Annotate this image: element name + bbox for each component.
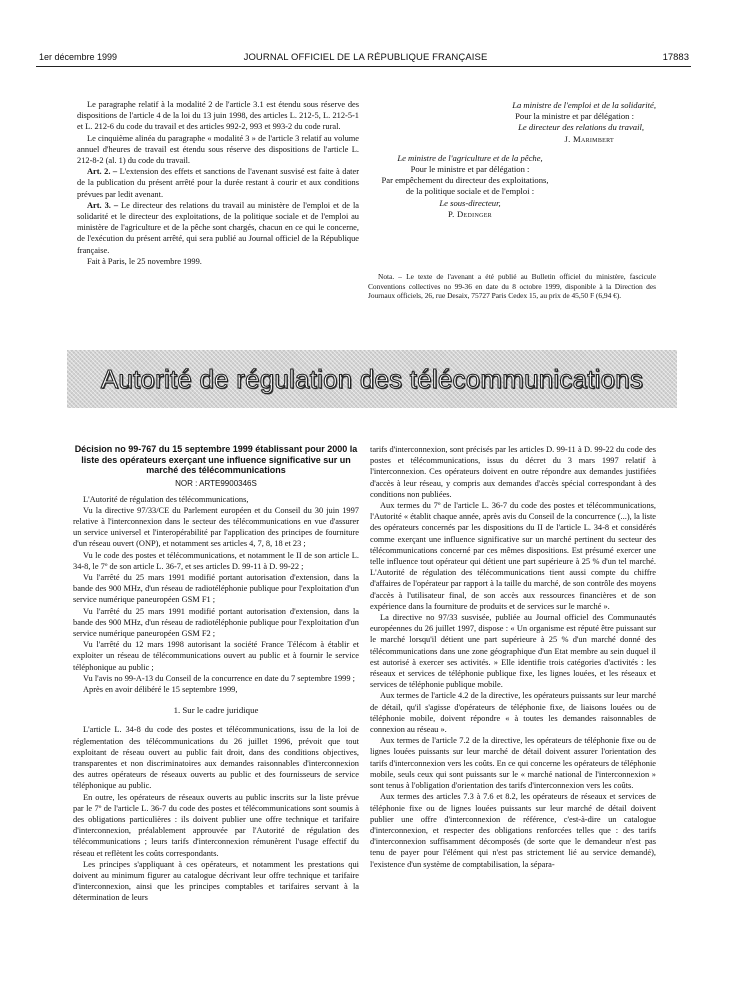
paragraph: Vu l'arrêté du 25 mars 1991 modifié portant autorisation d'extension, dans la bande des 900 MHz, d'un réseau de radiotéléphonie publique pour l'exploitation d'un service numérique paneuropéen GSM F2 ; [73, 606, 359, 638]
signatory-role: Le directeur des relations du travail, [518, 122, 644, 133]
nota-block [368, 272, 656, 301]
header-journal-title: JOURNAL OFFICIEL DE LA RÉPUBLIQUE FRANÇAISE [243, 52, 488, 63]
done-at: Fait à Paris, le 25 novembre 1999. [87, 256, 202, 266]
paragraph: Le cinquième alinéa du paragraphe « modalité 3 » de l'article 3 relatif au volume annuel d'heures de travail est étendu sous réserve des dispositions de l'article L. 212-8-2 (al. 1) du code du travail. [77, 133, 359, 166]
delegation-line: Pour la ministre et par délégation : [515, 111, 634, 122]
article-text: Le directeur des relations du travail au ministère de l'emploi et de la solidarité et le directeur des exploitations, de la politique sociale et de l'emploi au ministère de l'agriculture et de la pêche sont chargés, chacun en ce qui le concerne, de l'exécution du présent arrêté, qui sera publié au Journal officiel de la République française. [77, 200, 359, 255]
paragraph: Les principes s'appliquant à ces opérateurs, et notamment les prestations qui doivent au minimum figurer au catalogue décrivant leur offre technique et tarifaire d'interconnexion, ainsi que les principes comptables et tarifaires servant à la détermination de leurs [73, 859, 359, 903]
signatory-name: P. Dedinger [448, 208, 492, 219]
paragraph: L'Autorité de régulation des télécommunications, [83, 494, 249, 504]
lower-left-column [73, 444, 359, 904]
top-left-column [77, 99, 359, 267]
paragraph: La directive no 97/33 susvisée, publiée au Journal officiel des Communautés européennes du 26 juillet 1997, dispose : « Un organisme est réputé être puissant sur le marché lorsqu'il détient une part supérieure à 25 % d'un marché donné des télécommunications dans une zone géographique d'un Etat membre au sein duquel il est autorisé à exercer ses activités. » Elle identifie trois catégories d'activités : les réseaux et services de téléphonie publique fixe, les lignes louées, et les réseaux et services de téléphonie publique mobile. [370, 613, 656, 690]
article-label: Art. 2. – [87, 167, 118, 177]
article-label: Art. 3. – [87, 200, 119, 210]
paragraph: Vu la directive 97/33/CE du Parlement européen et du Conseil du 30 juin 1997 relative à l'interconnexion dans le secteur des télécommunications en vue d'assurer un service universel et l'interopérabilité par l'application des principes de fourniture d'un réseau ouvert (ONP), et notamment ses articles 4, 7, 8, 18 et 23 ; [73, 505, 359, 549]
banner-title: Autorité de régulation des télécommunications [100, 363, 644, 394]
paragraph: Le paragraphe relatif à la modalité 2 de l'article 3.1 est étendu sous réserve des dispositions de l'article 4 de la loi du 13 juin 1998, des articles L. 212-5, L. 212-5-1 et L. 212-6 du code du travail et des articles 992-2, 993 et 993-2 du code rural. [77, 100, 359, 132]
paragraph: Après en avoir délibéré le 15 septembre 1999, [83, 684, 238, 694]
section-heading: 1. Sur le cadre juridique [173, 705, 259, 716]
paragraph: Vu l'arrêté du 12 mars 1998 autorisant la société France Télécom à établir et exploiter un réseau de télécommunications ouvert au public et à fournir le service téléphonique au public ; [73, 640, 359, 672]
signature-block [370, 100, 656, 220]
header-rule [36, 66, 691, 67]
page-header [0, 0, 731, 63]
signature-1 [370, 100, 656, 145]
signatory-role: Le sous-directeur, [439, 197, 501, 208]
signatory-title: Le ministre de l'agriculture et de la pêche, [397, 152, 543, 163]
nor-reference: NOR : ARTE9900346S [175, 478, 257, 488]
lower-right-column [370, 444, 656, 870]
delegation-line: Pour le ministre et par délégation : [410, 164, 530, 175]
paragraph: L'article L. 34-8 du code des postes et télécommunications, issu de la loi de réglementation des télécommunications du 26 juillet 1996, prévoit que tout exploitant de réseau ouvert au public fait droit, dans des conditions objectives, transparentes et non discriminatoires aux demandes raisonnables d'interconnexion des autres opérateurs de réseaux ouverts au public et des fournisseurs de service téléphonique au public. [73, 725, 359, 791]
section-banner [67, 350, 677, 408]
article-text: L'extension des effets et sanctions de l'avenant susvisé est faite à dater de la publication du présent arrêté pour la durée restant à courir et aux conditions prévues par ledit avenant. [77, 167, 359, 199]
paragraph: Vu le code des postes et télécommunications, et notamment le II de son article L. 34-8, le 7º de son article L. 36-7, et ses articles D. 99-11 à D. 99-22 ; [73, 550, 359, 571]
signature-2 [370, 153, 570, 220]
article-2 [77, 166, 359, 200]
paragraph: Aux termes des articles 7.3 à 7.6 et 8.2, les opérateurs de réseaux et services de téléphonie fixe ou de lignes louées puissants sur leur marché de détail doivent publier une offre d'interconnexion de référence, c'est-à-dire un catalogue d'interconnexion, et respecter des obligations renforcées telles que : des tarifs d'interconnexion suffisamment décomposés (de sorte que le demandeur n'est pas tenu de payer pour l'élément qui n'est pas strictement lié au service demandé), l'existence d'un système de comptabilisation, la sépara- [370, 792, 656, 869]
paragraph: Aux termes de l'article 4.2 de la directive, les opérateurs puissants sur leur marché de détail, qu'il s'agisse d'opérateurs de téléphonie fixe, de liaisons louées ou de téléphonie mobile, doivent répondre « à toutes les demandes raisonnables de connexion au réseau ». [370, 691, 656, 735]
signatory-title: La ministre de l'emploi et de la solidarité, [512, 100, 656, 110]
decision-title: Décision no 99-767 du 15 septembre 1999 établissant pour 2000 la liste des opérateurs exerçant une influence significative sur un marché des télécommunications [74, 444, 358, 475]
paragraph: tarifs d'interconnexion, sont précisés par les articles D. 99-11 à D. 99-22 du code des postes et télécommunications, issus du décret du 3 mars 1997 relatif à l'interconnexion. Ces opérateurs doivent en outre répondre aux demandes justifiées d'accès à leur réseau, y compris aux demandes d'accès spécial correspondant à des conditions non publiées. [370, 445, 656, 499]
paragraph: Vu l'avis no 99-A-13 du Conseil de la concurrence en date du 7 septembre 1999 ; [83, 673, 355, 683]
article-3 [77, 200, 359, 256]
paragraph: Aux termes du 7º de l'article L. 36-7 du code des postes et télécommunications, l'Autorité « établit chaque année, après avis du Conseil de la concurrence (...), la liste des opérateurs concernés par les dispositions du II de l'article L. 34-8 et considérés comme exerçant une influence significative sur un marché pertinent du secteur des télécommunications concerné par ces mêmes dispositions. Est présumé exercer une telle influence tout opérateur qui détient une part supérieure à 25 % d'un tel marché. L'Autorité de régulation des télécommunications tient aussi compte du chiffre d'affaires de l'opérateur par rapport à la taille du marché, de son contrôle des moyens d'accès à l'utilisateur final, de son accès aux ressources financières et de son expérience dans la fourniture de produits et de services sur le marché ». [370, 501, 656, 611]
paragraph: Vu l'arrêté du 25 mars 1991 modifié portant autorisation d'extension, dans la bande des 900 MHz, d'un réseau de radiotéléphonie publique pour l'exploitation d'un service numérique paneuropéen GSM F1 ; [73, 572, 359, 605]
delegation-line: de la politique sociale et de l'emploi : [405, 186, 535, 197]
header-date: 1er décembre 1999 [39, 52, 118, 62]
nota-text: Nota. – Le texte de l'avenant a été publié au Bulletin officiel du ministère, fascicule Conventions collectives no 99-36 en date du 8 octobre 1999, disponible à la Direction des Journaux officiels, 26, rue Desaix, 75727 Paris Cedex 15, au prix de 45,50 F (6,94 €). [368, 272, 656, 301]
paragraph: Aux termes de l'article 7.2 de la directive, les opérateurs de téléphonie fixe ou de lignes louées puissants sur leur marché de détail doivent assurer l'orientation des tarifs d'interconnexion vers les coûts. En ce qui concerne les opérateurs de téléphonie mobile, seuls ceux qui sont puissants sur le « marché national de l'interconnexion » sont tenus à l'obligation d'orientation des tarifs d'interconnexion vers les coûts. [370, 736, 656, 791]
signatory-name: J. Marimbert [564, 133, 614, 144]
delegation-line: Par empêchement du directeur des exploitations, [381, 175, 549, 186]
header-page-number: 17883 [662, 52, 689, 63]
paragraph: En outre, les opérateurs de réseaux ouverts au public inscrits sur la liste prévue par le 7º de l'article L. 36-7 du code des postes et télécommunications sont soumis à des obligations particulières : ils doivent publier une offre technique et tarifaire d'interconnexion, préalablement approuvée par l'Autorité de régulation des télécommunications ; leurs tarifs d'interconnexion rémunèrent l'usage effectif du réseau et reflètent les coûts correspondants. [73, 792, 359, 858]
